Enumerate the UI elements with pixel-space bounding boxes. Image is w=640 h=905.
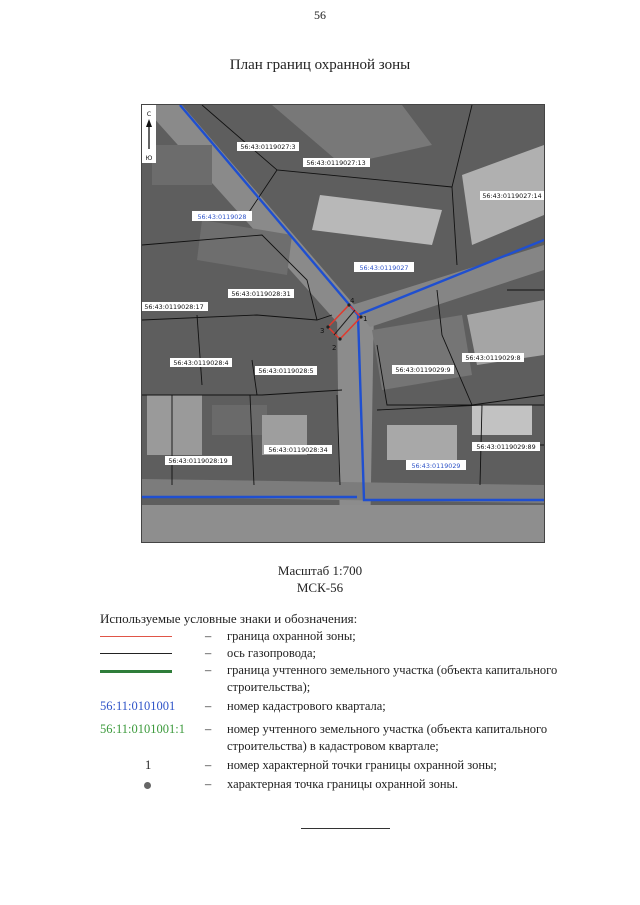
map-scale: Масштаб 1:700 (277, 563, 363, 578)
parcel-label: 56:43:0119027:3 (240, 143, 296, 151)
parcel-label: 56:43:0119029:89 (476, 443, 536, 451)
parcel-label: 56:43:0119027:14 (482, 192, 542, 200)
parcel-label: 56:43:0119028:19 (168, 457, 228, 465)
point-dot-icon (144, 782, 151, 789)
parcel-label: 56:43:0119028:4 (173, 359, 229, 367)
parcel-label: 56:43:0119028:17 (144, 303, 204, 311)
point-number-example: 1 (145, 758, 152, 772)
compass-south: Ю (145, 154, 153, 162)
point-label: 2 (332, 344, 337, 352)
red-line-symbol (100, 636, 172, 637)
page-title: План границ охранной зоны (229, 57, 411, 73)
cadastral-map (141, 104, 545, 543)
point-label: 3 (320, 327, 325, 335)
quarter-label: 56:43:0119029 (411, 462, 461, 470)
quarter-code-example: 56:11:0101001 (100, 699, 176, 713)
point-label: 4 (350, 297, 355, 305)
green-line-symbol (100, 670, 172, 673)
parcel-label: 56:43:0119027:13 (306, 159, 366, 167)
black-line-symbol (100, 653, 172, 654)
coordinate-system: МСК-56 (296, 580, 344, 595)
parcel-label: 56:43:0119028:34 (268, 446, 328, 454)
quarter-label: 56:43:0119027 (359, 264, 409, 272)
parcel-label: 56:43:0119029:9 (395, 366, 451, 374)
page-number: 56 (314, 8, 326, 22)
parcel-label: 56:43:0119029:8 (465, 354, 521, 362)
scale-block (0, 562, 640, 596)
footer-rule (301, 828, 390, 829)
parcel-label: 56:43:0119028:5 (258, 367, 314, 375)
parcel-code-example: 56:11:0101001:1 (100, 722, 185, 736)
parcel-label: 56:43:0119028:31 (231, 290, 291, 298)
map-svg (142, 105, 544, 542)
compass (142, 105, 156, 163)
legend-heading: Используемые условные знаки и обозначения: (100, 611, 358, 626)
compass-north: С (146, 110, 152, 118)
point-label: 1 (363, 315, 368, 323)
quarter-label: 56:43:0119028 (197, 213, 247, 221)
